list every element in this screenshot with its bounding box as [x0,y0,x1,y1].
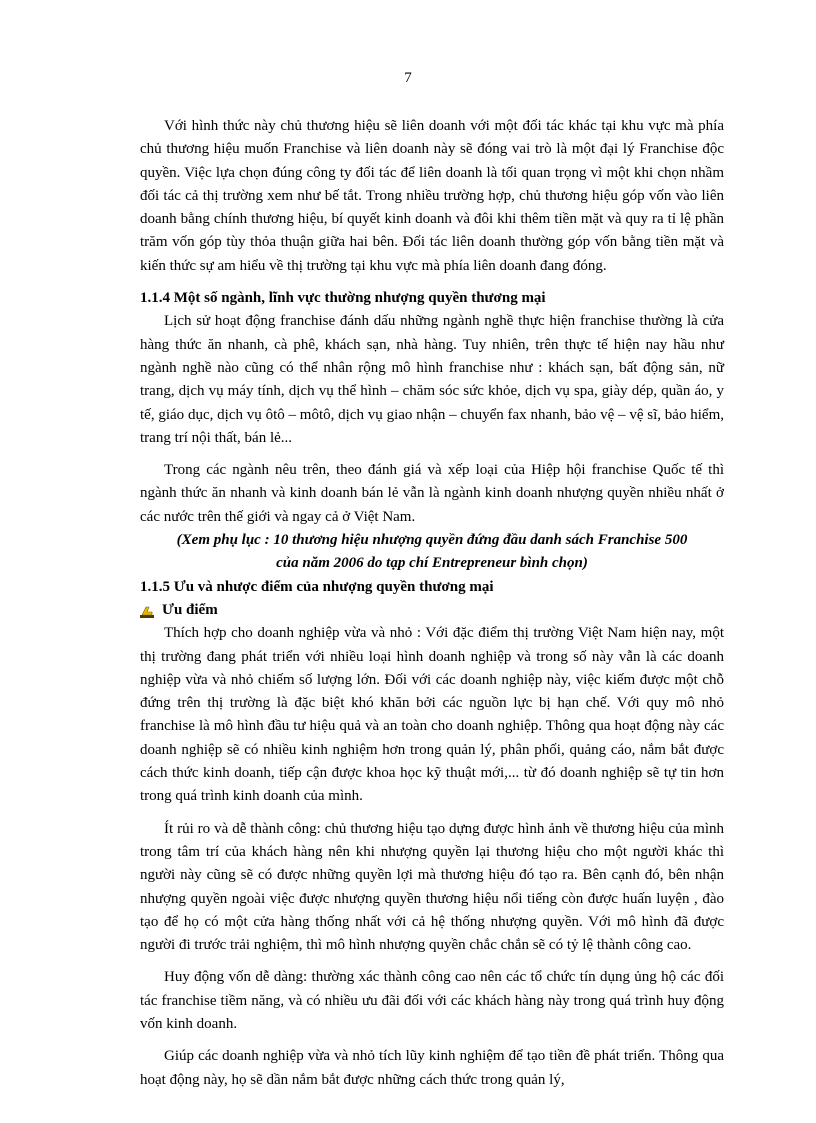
paragraph-easy-capital: Huy động vốn dễ dàng: thường xác thành công cao nên các tổ chức tín dụng ủng hộ các đối tác franchise tiềm năng, và có nhiều ưu đãi đối với các khách hàng này trong quá trình huy động vốn kinh doanh. [140,969,724,1032]
document-body [140,115,724,1092]
subheading-advantages-label: Ưu điểm [162,601,218,618]
page-number: 7 [404,70,412,86]
hand-pointer-icon [140,604,154,618]
paragraph-sme-suitability: Thích hợp cho doanh nghiệp vừa và nhỏ : Với đặc điểm thị trường Việt Nam hiện nay, một thị trường đang phát triển với nhiều loại hình doanh nghiệp và trong số này vẫn là các doanh nghiệp vừa và nhỏ chiếm số lượng lớn. Đối với các doanh nghiệp này, việc kiếm được một chỗ đứng trên thị trường là đặc biệt khó khăn bởi các nguồn lực bị hạn chế. Với quy mô nhỏ franchise là mô hình đầu tư hiệu quả và an toàn cho doanh nghiệp. Thông qua hoạt động này các doanh nghiệp sẽ có nhiều kinh nghiệm hơn trong quản lý, phân phối, quảng cáo, nắm bắt được cách thức kinh doanh, tiếp cận được khoa học kỹ thuật mới,... từ đó doanh nghiệp sẽ tự tin hơn trong quá trình kinh doanh của mình. [140,625,724,805]
subheading-advantages [140,599,724,622]
paragraph-low-risk: Ít rủi ro và dễ thành công: chủ thương hiệu tạo dựng được hình ảnh về thương hiệu của mình trong tâm trí của khách hàng nên khi nhượng quyền lại thương hiệu cho một người khác thì người này cũng sẽ có được những quyền lợi mà thương hiệu đó tạo ra. Bên cạnh đó, bên nhận nhượng quyền ngoài việc được nhượng quyền thương hiệu nổi tiếng còn được huấn luyện , đào tạo để họ có một cửa hàng thống nhất với cả hệ thống nhượng quyền. Với mô hình đã được người đi trước trải nghiệm, thì mô hình nhượng quyền chắc chắn sẽ có tỷ lệ thành công cao. [140,820,724,954]
paragraph-joint-venture: Với hình thức này chủ thương hiệu sẽ liên doanh với một đối tác khác tại khu vực mà phía chủ thương hiệu muốn Franchise và liên doanh này sẽ đóng vai trò là một đại lý Franchise độc quyền. Việc lựa chọn đúng công ty đối tác để liên doanh là tối quan trọng vì một khi chọn nhầm đối tác cả thị trường xem như bế tắt. Trong nhiều trường hợp, chủ thương hiệu góp vốn vào liên doanh bằng chính thương hiệu, bí quyết kinh doanh và đôi khi thêm tiền mặt và quy ra tỉ lệ phần trăm vốn góp tùy thỏa thuận giữa hai bên. Đối tác liên doanh thường góp vốn bằng tiền mặt và kiến thức sự am hiểu về thị trường tại khu vực mà phía liên doanh đang đóng. [140,118,724,274]
appendix-note: (Xem phụ lục : 10 thương hiệu nhượng quyền đứng đầu danh sách Franchise 500 của năm 2006 do tạp chí Entrepreneur bình chọn) [176,532,688,572]
section-heading-1-1-5: 1.1.5 Ưu và nhược điểm của nhượng quyền thương mại [140,578,494,595]
paragraph-industry-ranking: Trong các ngành nêu trên, theo đánh giá và xếp loại của Hiệp hội franchise Quốc tế thì ngành thức ăn nhanh và kinh doanh bán lẻ vẫn là ngành kinh doanh nhượng quyền nhiều nhất ở các nước trên thế giới và ngay cả ở Việt Nam. [140,462,724,525]
section-heading-1-1-4: 1.1.4 Một số ngành, lĩnh vực thường nhượng quyền thương mại [140,290,546,307]
paragraph-experience: Giúp các doanh nghiệp vừa và nhỏ tích lũy kinh nghiệm để tạo tiền đề phát triển. Thông qua hoạt động này, họ sẽ dần nắm bắt được những cách thức trong quản lý, [140,1048,724,1088]
paragraph-franchise-history: Lịch sử hoạt động franchise đánh dấu những ngành nghề thực hiện franchise thường là cửa hàng thức ăn nhanh, cà phê, khách sạn, nhà hàng. Tuy nhiên, trên thực tế hiện nay hầu như ngành nghề nào cũng có thể nhân rộng mô hình franchise như : khách sạn, bất động sản, nữ trang, dịch vụ máy tính, dịch vụ thể hình – chăm sóc sức khỏe, dịch vụ spa, giày dép, quần áo, y tế, giáo dục, dịch vụ ôtô – môtô, dịch vụ giao nhận – chuyển fax nhanh, bảo vệ – vệ sĩ, bảo hiểm, trang trí nội thất, bán lẻ... [140,313,724,446]
